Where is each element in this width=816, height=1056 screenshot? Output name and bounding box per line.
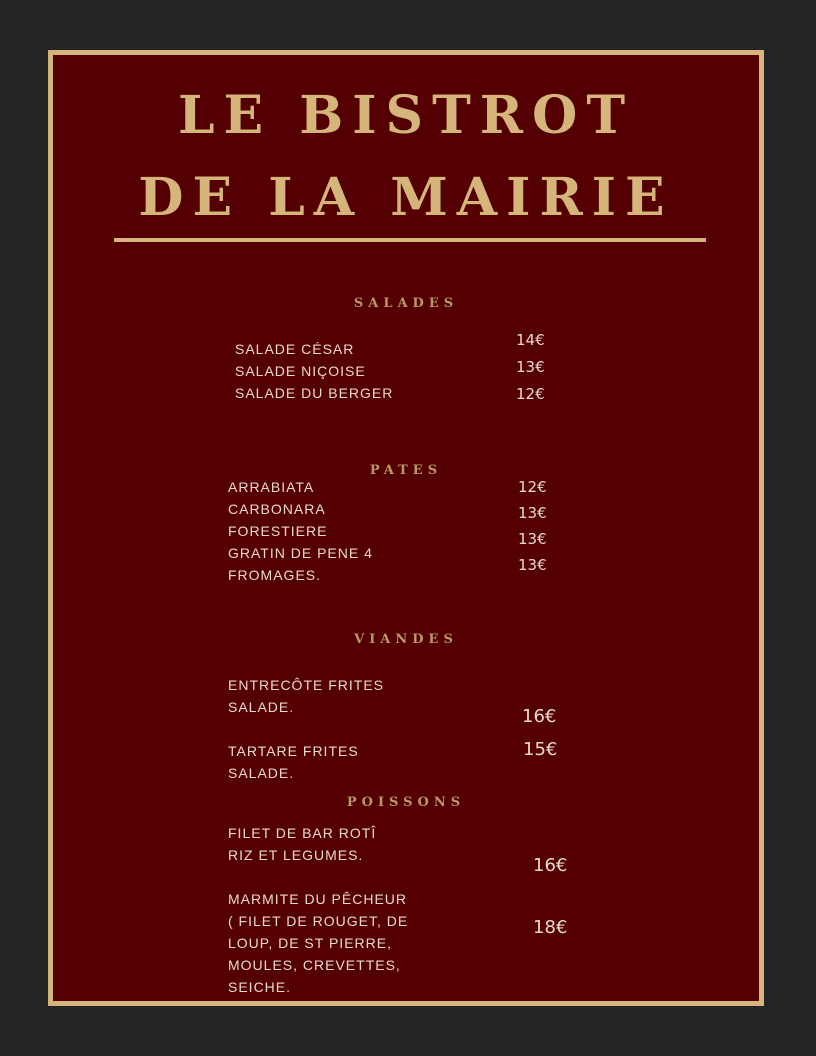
menu-item-arrabiata: ARRABIATA: [228, 479, 315, 495]
menu-item-salade-nicoise: SALADE NIÇOISE: [235, 363, 366, 379]
price-arrabiata: 12€: [518, 478, 547, 496]
menu-title-line-1: LE BISTROT: [177, 85, 635, 146]
price-entrecote: 16€: [522, 706, 557, 727]
price-filet-bar: 16€: [533, 855, 568, 876]
section-heading-poissons: POISSONS: [346, 795, 466, 810]
title-divider: [114, 238, 706, 242]
menu-item-forestiere: FORESTIERE: [228, 523, 328, 539]
menu-item-entrecote: ENTRECÔTE FRITES SALADE.: [228, 677, 385, 715]
price-marmite-pecheur: 18€: [533, 917, 568, 938]
price-salade-nicoise: 13€: [516, 358, 545, 376]
menu-item-salade-berger: SALADE DU BERGER: [235, 385, 394, 401]
price-tartare: 15€: [523, 739, 558, 760]
menu-item-gratin-pene: GRATIN DE PENE 4 FROMAGES.: [228, 545, 373, 583]
price-carbonara: 13€: [518, 504, 547, 522]
section-heading-viandes: VIANDES: [354, 632, 458, 647]
menu-card: [48, 50, 764, 1006]
price-salade-cesar: 14€: [516, 331, 545, 349]
menu-item-tartare: TARTARE FRITES SALADE.: [228, 743, 359, 781]
menu-item-carbonara: CARBONARA: [228, 501, 326, 517]
menu-title-line-2: DE LA MAIRIE: [138, 167, 674, 228]
menu-item-filet-bar: FILET DE BAR ROTÎ RIZ ET LEGUMES.: [228, 825, 377, 863]
section-heading-salades: SALADES: [353, 296, 459, 311]
menu-item-salade-cesar: SALADE CÉSAR: [235, 341, 355, 357]
price-forestiere: 13€: [518, 530, 547, 548]
section-heading-pates: PATES: [369, 463, 443, 478]
price-gratin-pene: 13€: [518, 556, 547, 574]
menu-item-marmite-pecheur: MARMITE DU PÊCHEUR ( FILET DE ROUGET, DE LOUP, DE ST PIERRE, MOULES, CREVETTES, SEICHE.: [228, 891, 409, 995]
price-salade-berger: 12€: [516, 385, 545, 403]
